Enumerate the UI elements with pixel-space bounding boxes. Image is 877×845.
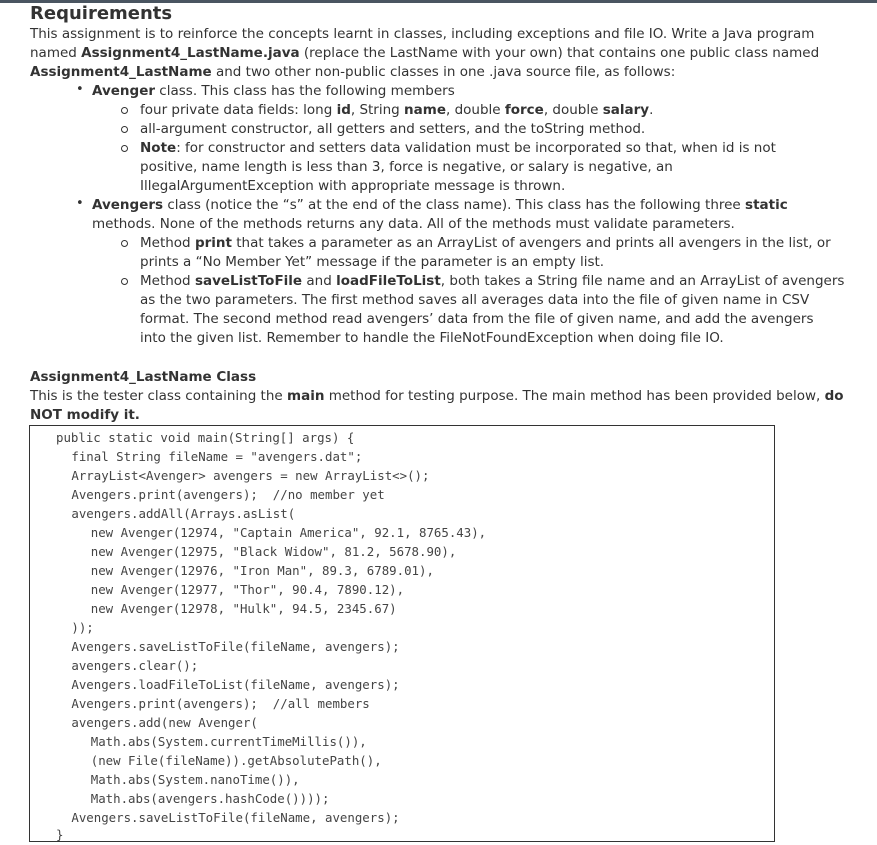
method-save-2: as the two parameters. The first method saves all averages data into the file of given name in CSV	[140, 292, 810, 308]
code-line: avengers.clear();	[49, 658, 199, 673]
intro-line-1: This assignment is to reinforce the concepts learnt in classes, including exceptions and file IO. Write a Java program	[30, 26, 815, 42]
sub-bullet-circle	[121, 240, 128, 247]
code-line: Avengers.saveListToFile(fileName, avengers);	[49, 639, 400, 654]
code-line: avengers.addAll(Arrays.asList(	[49, 506, 296, 521]
code-block	[29, 425, 775, 842]
code-line: ArrayList<Avenger> avengers = new ArrayList<>();	[49, 468, 430, 483]
sub-bullet-circle	[121, 107, 128, 114]
page-title: Requirements	[30, 3, 173, 24]
code-line: new Avenger(12976, "Iron Man", 89.3, 6789.01),	[46, 563, 434, 578]
method-save-1: Method saveListToFile and loadFileToList, both takes a String file name and an ArrayList of avengers	[140, 273, 845, 289]
sub-bullet-circle	[121, 126, 128, 133]
bullet-dot: •	[76, 196, 84, 211]
code-line: final String fileName = "avengers.dat";	[49, 449, 363, 464]
avenger-note-2: positive, name length is less than 3, force is negative, or salary is negative, an	[140, 159, 673, 175]
tester-line-1: This is the tester class containing the main method for testing purpose. The main method has been provided below, do	[30, 388, 844, 404]
code-line: new Avenger(12974, "Captain America", 92.1, 8765.43),	[46, 525, 487, 540]
code-line: Math.abs(System.currentTimeMillis()),	[46, 734, 367, 749]
method-save-3: format. The second method read avengers’ data from the file of given name, and add the avengers	[140, 311, 814, 327]
avenger-constructor: all-argument constructor, all getters and setters, and the toString method.	[140, 121, 646, 137]
code-line: new Avenger(12978, "Hulk", 94.5, 2345.67)	[46, 601, 397, 616]
avenger-note-3: IllegalArgumentException with appropriate message is thrown.	[140, 178, 566, 194]
method-print-1: Method print that takes a parameter as an ArrayList of avengers and prints all avengers in the list, or	[140, 235, 831, 251]
code-line: new Avenger(12975, "Black Widow", 81.2, 5678.90),	[46, 544, 457, 559]
code-line: Avengers.print(avengers); //all members	[49, 696, 370, 711]
tester-heading: Assignment4_LastName Class	[30, 369, 257, 385]
avengers-heading: Avengers class (notice the “s” at the end of the class name). This class has the following three static	[92, 197, 788, 213]
code-line: Avengers.loadFileToList(fileName, avengers);	[49, 677, 400, 692]
method-print-2: prints a “No Member Yet” message if the parameter is an empty list.	[140, 254, 605, 270]
avengers-heading-2: methods. None of the methods returns any data. All of the methods must validate parameters.	[92, 216, 735, 232]
code-line: }	[56, 827, 64, 842]
method-save-4: into the given list. Remember to handle the FileNotFoundException when doing file IO.	[140, 330, 724, 346]
bullet-dot: •	[76, 82, 84, 97]
code-line: avengers.add(new Avenger(	[49, 715, 258, 730]
intro-line-2: named Assignment4_LastName.java (replace the LastName with your own) that contains one public class named	[30, 45, 820, 61]
avenger-note-1: Note: for constructor and setters data validation must be incorporated so that, when id is not	[140, 140, 776, 156]
code-line: public static void main(String[] args) {	[56, 430, 355, 445]
code-line: new Avenger(12977, "Thor", 90.4, 7890.12),	[46, 582, 405, 597]
tester-line-2: NOT modify it.	[30, 407, 140, 423]
code-line: ));	[49, 620, 94, 635]
sub-bullet-circle	[121, 145, 128, 152]
sub-bullet-circle	[121, 278, 128, 285]
code-line: Avengers.print(avengers); //no member yet	[49, 487, 385, 502]
code-line: Math.abs(System.nanoTime()),	[46, 772, 300, 787]
code-line: (new File(fileName)).getAbsolutePath(),	[46, 753, 382, 768]
intro-line-3: Assignment4_LastName and two other non-public classes in one .java source file, as follows:	[30, 64, 676, 80]
code-line: Avengers.saveListToFile(fileName, avengers);	[49, 810, 400, 825]
avenger-fields: four private data fields: long id, String name, double force, double salary.	[140, 102, 654, 118]
avenger-heading: Avenger class. This class has the following members	[92, 83, 455, 99]
code-line: Math.abs(avengers.hashCode())));	[46, 791, 330, 806]
